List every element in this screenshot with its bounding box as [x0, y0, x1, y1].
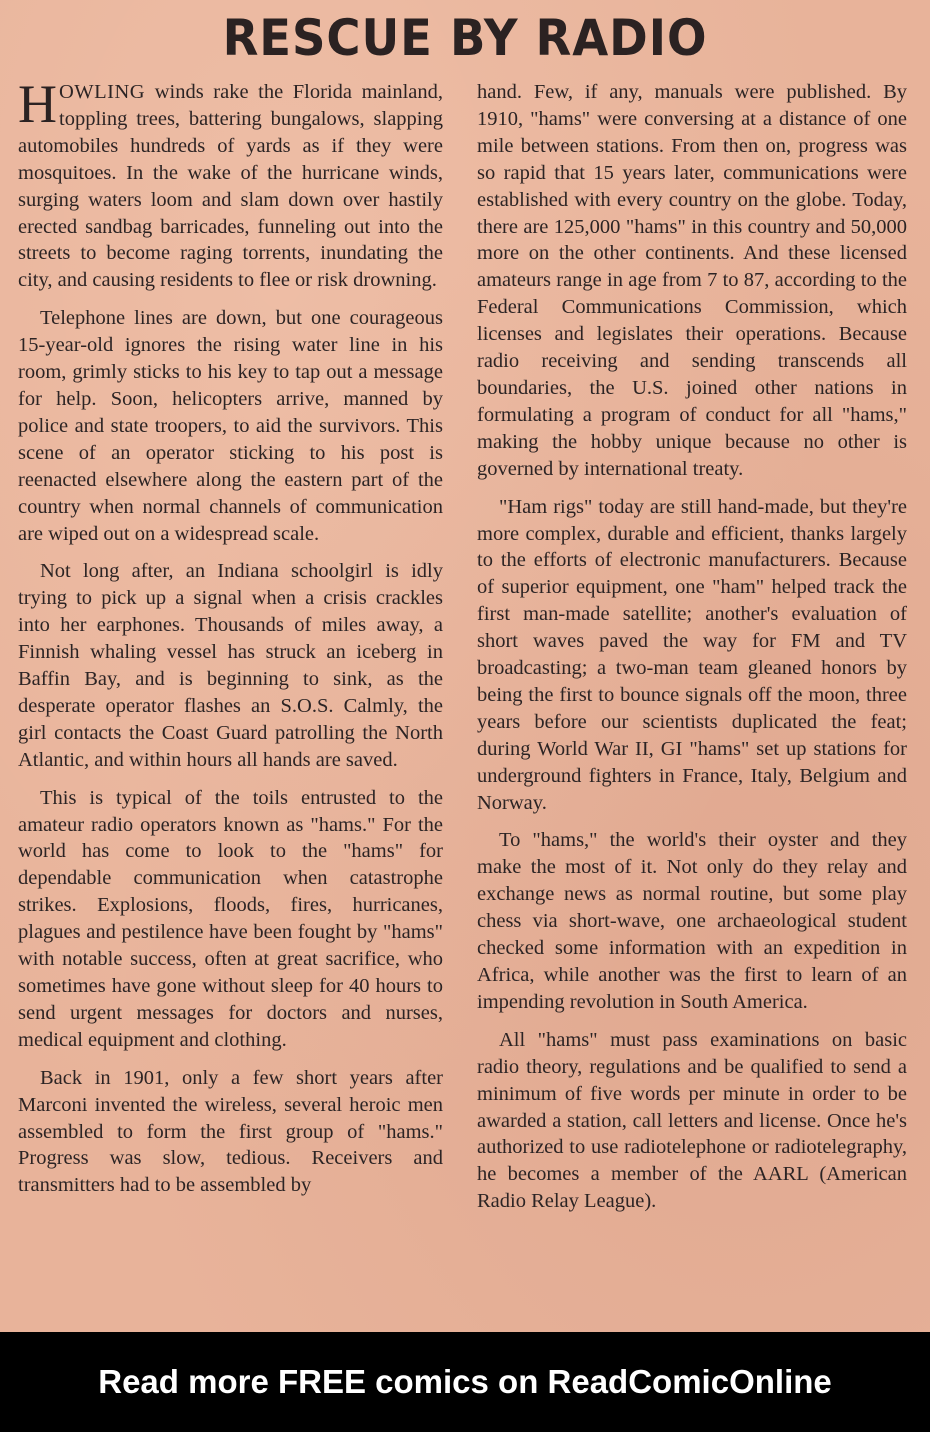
paragraph-9: All "hams" must pass examinations on basic radio theory, regulations and be qualified to send a minimum of five words per minute in order to be awarded a station, call letters and license. Once he's authorized to use radiotelephone or radiotelegraphy, he becomes a member of the AARL (American Radio Relay League).	[477, 1028, 907, 1213]
paragraph-4: This is typical of the toils entrusted to the amateur radio operators known as "hams." For the world has come to look to the "hams" for dependable communication when catastrophe strikes. Explosions, floods, fires, hurricanes, plagues and pestilence have been fought by "hams" with notable success, often at great sacrifice, who sometimes have gone without sleep for 40 hours to send urgent messages for doctors and nurses, medical equipment and clothing.	[18, 786, 443, 1051]
promo-banner-text[interactable]: Read more FREE comics on ReadComicOnline	[98, 1363, 832, 1400]
paragraph-1-text: winds rake the Florida mainland, toppling trees, battering bungalows, slapping automobiles hundreds of yards as if they were mosquitoes. In the wake of the hurricane winds, surging waters loom and slam down over hastily erected sandbag barricades, funneling out into the streets to become raging torrents, inundating the city, and causing residents to flee or risk drowning.	[18, 81, 443, 292]
paragraph-3: Not long after, an Indiana schoolgirl is idly trying to pick up a signal when a crisis crackles into her earphones. Thousands of miles away, a Finnish whaling vessel has struck an iceberg in Baffin Bay, and is beginning to sink, as the desperate operator flashes an S.O.S. Calmly, the girl contacts the Coast Guard patrolling the North Atlantic, and within hours all hands are saved.	[18, 560, 443, 771]
paragraph-1	[18, 74, 443, 294]
left-column	[18, 74, 443, 1210]
right-column	[477, 79, 907, 1226]
drop-cap: H	[18, 74, 57, 134]
paragraph-5: Back in 1901, only a few short years after Marconi invented the wireless, several heroic men assembled to form the first group of "hams." Progress was slow, tedious. Receivers and transmitters had to be assembled by	[18, 1066, 443, 1197]
paragraph-7: "Ham rigs" today are still hand-made, but they're more complex, durable and efficient, thanks largely to the efforts of electronic manufacturers. Because of superior equipment, one "ham" helped track the first man-made satellite; another's evaluation of short waves paved the way for FM and TV broadcasting; a two-man team gleaned honors by being the first to bounce signals off the moon, three years before our scientists duplicated the feat; during World War II, GI "hams" set up stations for underground fighters in France, Italy, Belgium and Norway.	[477, 495, 907, 814]
paragraph-6: hand. Few, if any, manuals were published. By 1910, "hams" were conversing at a distance of one mile between stations. From then on, progress was so rapid that 15 years later, communications were established with every country on the globe. Today, there are 125,000 "hams" in this country and 50,000 more on the other continents. And these licensed amateurs range in age from 7 to 87, according to the Federal Communications Commission, which licenses and legislates their operations. Because radio receiving and sending transcends all boundaries, the U.S. joined other nations in formulating a program of conduct for all "hams," making the hobby unique because no other is governed by international treaty.	[477, 81, 907, 480]
promo-banner	[0, 1332, 930, 1432]
paragraph-8: To "hams," the world's their oyster and they make the most of it. Not only do they relay and exchange news as normal routine, but some play chess via short-wave, one archaeological student checked some information with an expedition in Africa, while another was the first to learn of an impending revolution in South America.	[477, 829, 907, 1013]
article-title: RESCUE BY RADIO	[222, 9, 708, 67]
paragraph-2: Telephone lines are down, but one courageous 15-year-old ignores the rising water line in his room, grimly sticks to his key to tap out a message for help. Soon, helicopters arrive, manned by police and state troopers, to aid the survivors. This scene of an operator sticking to his post is reenacted elsewhere along the eastern part of the country when normal channels of communication are wiped out on a widespread scale.	[18, 307, 443, 545]
lead-word: OWLING	[59, 81, 146, 103]
